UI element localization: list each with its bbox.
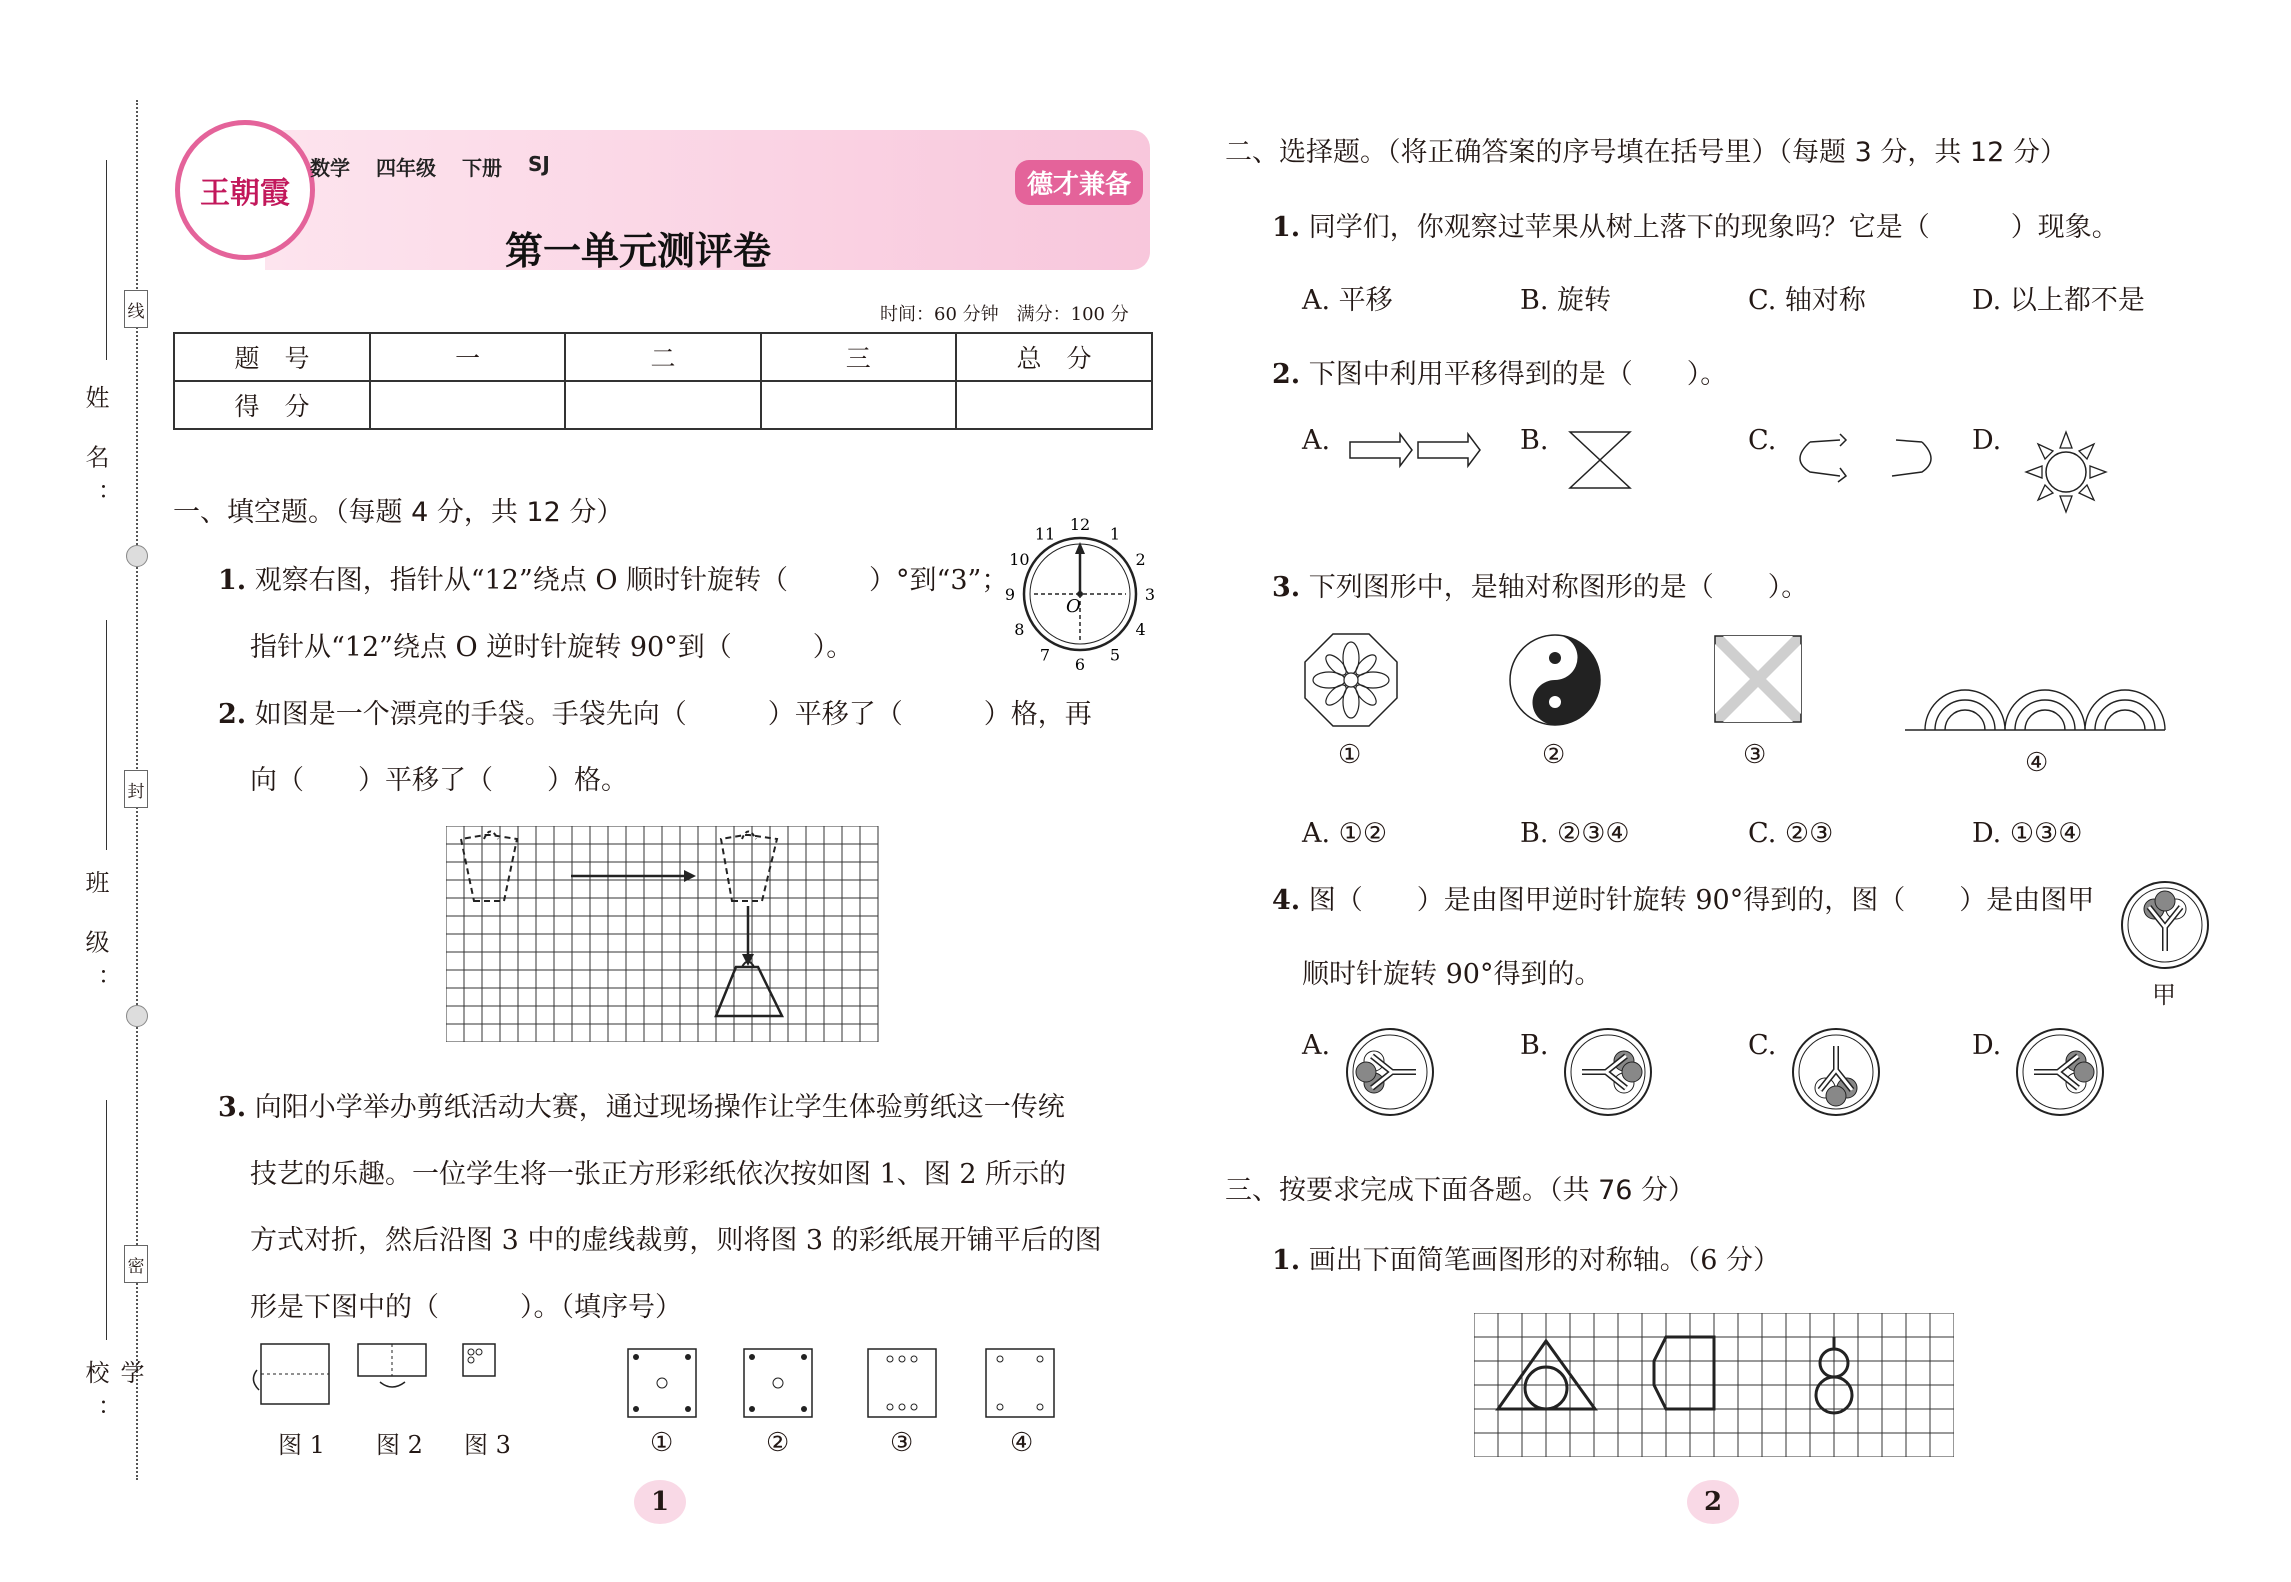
s3-q1-line xyxy=(1272,1238,1780,1277)
question-number: 2. xyxy=(1272,359,1301,390)
paper-option-2 xyxy=(744,1349,812,1417)
score-row-label: 得 分 xyxy=(174,381,370,429)
s1-q1-text1: 观察右图，指针从“12”绕点 O 顺时针旋转（ ）°到“3”； xyxy=(254,565,1009,596)
rotated-figure-option xyxy=(1565,1029,1651,1115)
s1-q2-line1 xyxy=(218,692,1092,731)
section3-title: 三、按要求完成下面各题。（共 76 分） xyxy=(1225,1175,1696,1206)
score-cell[interactable] xyxy=(565,381,760,429)
fold-fig2-arrow xyxy=(380,1382,405,1387)
paper-option-4 xyxy=(986,1349,1054,1417)
s2-q4-option-c[interactable]: C. xyxy=(1748,1030,1777,1061)
fold-fig3-hole xyxy=(468,1349,474,1355)
handbag-original xyxy=(461,835,517,901)
logo-text: 王朝霞 xyxy=(200,176,290,211)
handbag-grid xyxy=(446,826,880,1042)
fold-fig1-label: 图 1 xyxy=(278,1431,325,1459)
s2-q2-figures xyxy=(1340,420,2140,520)
subject-info xyxy=(310,152,550,181)
s2-q2-option-a[interactable]: A. xyxy=(1302,425,1331,456)
s2-q3-figures xyxy=(1295,630,2175,740)
binding-line-class xyxy=(106,620,107,850)
volume-item: 下册 xyxy=(462,156,502,180)
s2-q4-option-d[interactable]: D. xyxy=(1972,1030,2002,1061)
question-number: 2. xyxy=(218,699,247,730)
x-square-fig xyxy=(1715,636,1801,722)
s1-q3-line2: 技艺的乐趣。一位学生将一张正方形彩纸依次按如图 1、图 2 所示的 xyxy=(250,1159,1067,1190)
fold-fig3-hole xyxy=(468,1357,474,1363)
s2-q3-fig-label-4: ④ xyxy=(2025,748,2049,778)
s2-q4-option-a[interactable]: A. xyxy=(1302,1030,1331,1061)
logo xyxy=(175,120,315,260)
s2-q2-option-b[interactable]: B. xyxy=(1520,425,1549,456)
handbag-original-handle xyxy=(484,832,498,840)
page-number-1: 1 xyxy=(634,1480,686,1524)
clock-number: 9 xyxy=(1004,585,1016,604)
figure-jia-label: 甲 xyxy=(2152,981,2176,1009)
score-table-score-row xyxy=(174,381,1152,429)
s2-q1-option-a[interactable]: A. 平移 xyxy=(1302,285,1393,316)
binding-line-name xyxy=(106,160,107,360)
time-info: 时间：60 分钟 满分：100 分 xyxy=(880,304,1129,325)
s1-q2-text1: 如图是一个漂亮的手袋。手袋先向（ ）平移了（ ）格，再 xyxy=(254,699,1092,730)
score-header-cell: 二 xyxy=(565,333,760,381)
taiji-fig xyxy=(1510,635,1600,725)
s3-q1-text: 画出下面简笔画图形的对称轴。（6 分） xyxy=(1308,1245,1781,1276)
s2-q3-fig-label-3: ③ xyxy=(1743,740,1767,770)
score-table-header-row xyxy=(174,333,1152,381)
s2-q1-text: 同学们，你观察过苹果从树上落下的现象吗？它是（ ）现象。 xyxy=(1308,212,2119,243)
score-header-cell: 一 xyxy=(370,333,565,381)
paper-option-label-1: ① xyxy=(650,1428,674,1458)
question-number: 4. xyxy=(1272,885,1301,916)
score-cell[interactable] xyxy=(761,381,956,429)
s2-q4-option-figures xyxy=(1340,1022,2130,1122)
header-banner xyxy=(175,130,1150,273)
hourglass-fig xyxy=(1570,432,1630,488)
score-table xyxy=(173,332,1153,430)
question-number: 1. xyxy=(1272,1245,1301,1276)
binding-margin xyxy=(60,100,150,1480)
s2-q4-text1: 图（ ）是由图甲逆时针旋转 90°得到的，图（ ）是由图甲 xyxy=(1308,885,2095,916)
fold-figures xyxy=(245,1340,535,1430)
secret-char: 密 xyxy=(124,1245,148,1283)
s2-q3-fig-label-1: ① xyxy=(1338,740,1362,770)
s1-q2-line2: 向（ ）平移了（ ）格。 xyxy=(250,765,628,796)
rotated-figure-option xyxy=(1347,1029,1433,1115)
fold-fig1-square xyxy=(261,1344,329,1404)
question-number: 1. xyxy=(218,565,247,596)
clock-number: 1 xyxy=(1109,524,1121,544)
s2-q3-option-c[interactable]: C. ②③ xyxy=(1748,818,1834,849)
question-number: 3. xyxy=(218,1092,247,1123)
s1-q3-line3: 方式对折，然后沿图 3 中的虚线裁剪，则将图 3 的彩纸展开铺平后的图 xyxy=(250,1225,1102,1256)
clock-number: 5 xyxy=(1109,645,1121,665)
s2-q2-text: 下图中利用平移得到的是（ ）。 xyxy=(1308,359,1728,390)
s2-q2-line xyxy=(1272,352,1727,391)
clock-center-label: O xyxy=(1066,596,1081,617)
question-number: 1. xyxy=(1272,212,1301,243)
seal-char: 封 xyxy=(124,770,148,808)
s2-q3-line xyxy=(1272,565,1808,604)
s2-q4-line2: 顺时针旋转 90°得到的。 xyxy=(1302,959,1602,990)
badge: 德才兼备 xyxy=(1015,160,1143,205)
rotating-arrows-fig xyxy=(1800,434,1931,482)
subject-item: 数学 xyxy=(310,156,350,180)
paper-cut-options xyxy=(620,1345,1090,1425)
paper-option-label-3: ③ xyxy=(890,1428,914,1458)
score-header-cell: 总 分 xyxy=(956,333,1152,381)
trapezoid-drawing xyxy=(1654,1337,1714,1409)
score-cell[interactable] xyxy=(956,381,1152,429)
edition-item: SJ xyxy=(528,152,550,176)
page-number-2: 2 xyxy=(1687,1480,1739,1524)
fold-fig2-label: 图 2 xyxy=(376,1431,423,1459)
s1-q1-line2: 指针从“12”绕点 O 逆时针旋转 90°到（ ）。 xyxy=(250,632,854,663)
s2-q2-option-d[interactable]: D. xyxy=(1972,425,2002,456)
symmetry-grid xyxy=(1474,1313,1954,1457)
s2-q4-line1 xyxy=(1272,878,2094,917)
s2-q3-option-d[interactable]: D. ①③④ xyxy=(1972,818,2083,849)
binding-line-school xyxy=(106,1100,107,1340)
s2-q1-option-b[interactable]: B. 旋转 xyxy=(1520,285,1612,316)
fold-fig2-rect xyxy=(358,1344,426,1376)
clock-number: 7 xyxy=(1039,645,1051,665)
clock-number: 4 xyxy=(1135,620,1146,639)
s2-q1-line xyxy=(1272,205,2119,244)
paper-option-3 xyxy=(868,1349,936,1417)
rotated-figure-option xyxy=(1793,1029,1879,1115)
handbag-moved-2 xyxy=(716,967,782,1016)
rainbow-arches-fig xyxy=(1905,690,2165,730)
section2-title: 二、选择题。（将正确答案的序号填在括号里）（每题 3 分，共 12 分） xyxy=(1225,137,2067,168)
name-label: 姓 名： xyxy=(81,385,109,521)
s2-q1-option-d[interactable]: D. 以上都不是 xyxy=(1972,285,2145,316)
binding-dot-1 xyxy=(126,545,148,567)
clock-number: 2 xyxy=(1135,550,1146,569)
s2-q3-option-a[interactable]: A. ①② xyxy=(1302,818,1388,849)
s1-q1-line1 xyxy=(218,558,1008,597)
clock-number: 10 xyxy=(1009,550,1030,569)
grade-item: 四年级 xyxy=(376,156,436,180)
s1-q3-line4: 形是下图中的（ ）。（填序号） xyxy=(250,1292,682,1323)
clock-number: 8 xyxy=(1014,620,1025,639)
flower-octagon-fig xyxy=(1305,634,1397,726)
fold-fig3-label: 图 3 xyxy=(464,1431,511,1459)
s2-q2-option-c[interactable]: C. xyxy=(1748,425,1777,456)
s2-q1-option-c[interactable]: C. 轴对称 xyxy=(1748,285,1866,316)
rotated-figure-option xyxy=(2017,1029,2103,1115)
clock-number: 3 xyxy=(1144,585,1156,604)
score-header-cell: 三 xyxy=(761,333,956,381)
s1-q3-text1: 向阳小学举办剪纸活动大赛，通过现场操作让学生体验剪纸这一传统 xyxy=(254,1092,1065,1123)
handbag-moved-1 xyxy=(721,835,777,901)
sun-fig xyxy=(2026,432,2106,512)
class-label: 班 级： xyxy=(81,870,109,1006)
double-arrow-fig-1 xyxy=(1350,434,1412,466)
school-label: 学 校： xyxy=(81,1360,144,1436)
clock-number: 6 xyxy=(1074,655,1086,672)
section1-title: 一、填空题。（每题 4 分，共 12 分） xyxy=(173,497,624,528)
s1-q3-line1 xyxy=(218,1085,1065,1124)
fold-fig3-hole xyxy=(476,1349,482,1355)
figure-jia xyxy=(2115,875,2215,975)
score-header-cell: 题 号 xyxy=(174,333,370,381)
double-arrow-fig-2 xyxy=(1418,434,1480,466)
paper-option-label-4: ④ xyxy=(1010,1428,1034,1458)
question-number: 3. xyxy=(1272,572,1301,603)
clock-number: 11 xyxy=(1034,524,1056,544)
paper-option-1 xyxy=(628,1349,696,1417)
score-cell[interactable] xyxy=(370,381,565,429)
s2-q4-option-b[interactable]: B. xyxy=(1520,1030,1549,1061)
paper-option-label-2: ② xyxy=(766,1428,790,1458)
fold-fig1-arrow xyxy=(253,1370,259,1390)
binding-dot-2 xyxy=(126,1005,148,1027)
s2-q3-option-b[interactable]: B. ②③④ xyxy=(1520,818,1630,849)
line-char: 线 xyxy=(124,290,148,328)
s2-q3-text: 下列图形中，是轴对称图形的是（ ）。 xyxy=(1308,572,1809,603)
page-title: 第一单元测评卷 xyxy=(505,229,772,273)
clock-figure xyxy=(1000,512,1160,672)
clock-number: 12 xyxy=(1069,515,1091,534)
s2-q3-fig-label-2: ② xyxy=(1542,740,1566,770)
